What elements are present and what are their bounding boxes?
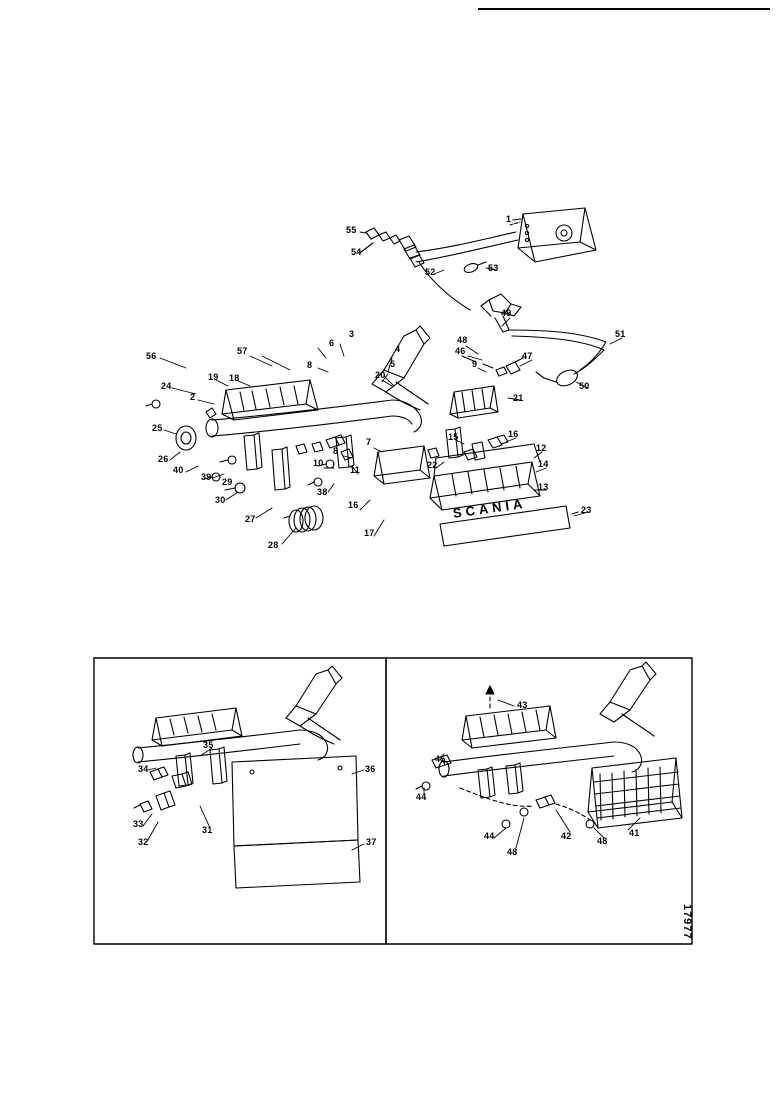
sheet-number: 17977 (681, 904, 693, 940)
inset-left-callout-35: 35 (203, 740, 214, 750)
callout-39: 39 (201, 472, 212, 482)
callout-12: 12 (536, 443, 547, 453)
inset-left-callout-32: 32 (138, 837, 149, 847)
right-small-housing (450, 386, 498, 418)
callout-46: 46 (455, 346, 466, 356)
callout-14: 14 (538, 459, 549, 469)
inset-frames (94, 658, 692, 944)
callout-38: 38 (317, 487, 328, 497)
callout-55: 55 (346, 225, 357, 235)
support-arm-right (372, 326, 430, 410)
inset-right-callout-41: 41 (629, 828, 640, 838)
inset-right-callout-44: 44 (416, 792, 427, 802)
inset-right-callout-42: 42 (561, 831, 572, 841)
callout-13: 13 (538, 482, 549, 492)
callout-1: 1 (506, 214, 512, 224)
inset-left-callout-33: 33 (133, 819, 144, 829)
callout-11: 11 (350, 465, 360, 475)
inset-left-callout-34: 34 (138, 764, 149, 774)
inset-right-callout-48: 48 (507, 847, 518, 857)
callout-57: 57 (237, 346, 248, 356)
callout-24: 24 (161, 381, 172, 391)
callout-48: 48 (457, 335, 468, 345)
bumper-tube (206, 400, 421, 437)
callout-3: 3 (349, 329, 355, 339)
callout-2: 2 (190, 392, 196, 402)
callout-29: 29 (222, 477, 233, 487)
callout-49: 49 (501, 308, 512, 318)
inset-right-art (416, 662, 682, 848)
callout-6: 6 (329, 338, 335, 348)
inset-right-callout-44-b: 44 (484, 831, 495, 841)
callout-22: 22 (427, 460, 438, 470)
control-box (518, 208, 596, 262)
callout-7: 7 (366, 437, 372, 447)
callout-25: 25 (152, 423, 163, 433)
callout-20: 20 (375, 370, 386, 380)
callout-23: 23 (581, 505, 592, 515)
callout-50: 50 (579, 381, 590, 391)
inset-left-callout-37: 37 (366, 837, 377, 847)
callout-4: 4 (395, 344, 401, 354)
bellows-spring (284, 506, 323, 532)
callout-40: 40 (173, 465, 184, 475)
callout-56: 56 (146, 351, 157, 361)
callout-26: 26 (158, 454, 169, 464)
inset-left-art (133, 666, 364, 888)
center-lower-housing (374, 446, 430, 484)
brand-plate-label: SCANIA (452, 495, 528, 521)
callout-15: 15 (448, 432, 459, 442)
callout-10: 10 (313, 458, 324, 468)
callout-47: 47 (522, 351, 533, 361)
callout-28: 28 (268, 540, 279, 550)
inset-right-callout-45: 45 (435, 754, 446, 764)
inset-left-callout-36: 36 (365, 764, 376, 774)
callout-8-b: 8 (333, 446, 339, 456)
callout-19: 19 (208, 372, 219, 382)
hardware-mid (296, 435, 353, 486)
inset-right-callout-48-b: 48 (597, 836, 608, 846)
callout-9: 9 (472, 359, 478, 369)
callout-5: 5 (390, 359, 396, 369)
inset-right-callout-43: 43 (517, 700, 528, 710)
callout-21: 21 (513, 393, 524, 403)
hardware-right (428, 435, 508, 460)
callout-30: 30 (215, 495, 226, 505)
callout-52: 52 (425, 267, 436, 277)
callout-16-b: 16 (348, 500, 359, 510)
callout-17: 17 (364, 528, 375, 538)
callout-27: 27 (245, 514, 256, 524)
inset-left-callout-31: 31 (202, 825, 213, 835)
callout-53: 53 (488, 263, 499, 273)
callout-18: 18 (229, 373, 240, 383)
callout-16: 16 (508, 429, 519, 439)
callout-8: 8 (307, 360, 313, 370)
small-hardware-47 (496, 358, 523, 376)
callout-51: 51 (615, 329, 626, 339)
callout-54: 54 (351, 247, 362, 257)
